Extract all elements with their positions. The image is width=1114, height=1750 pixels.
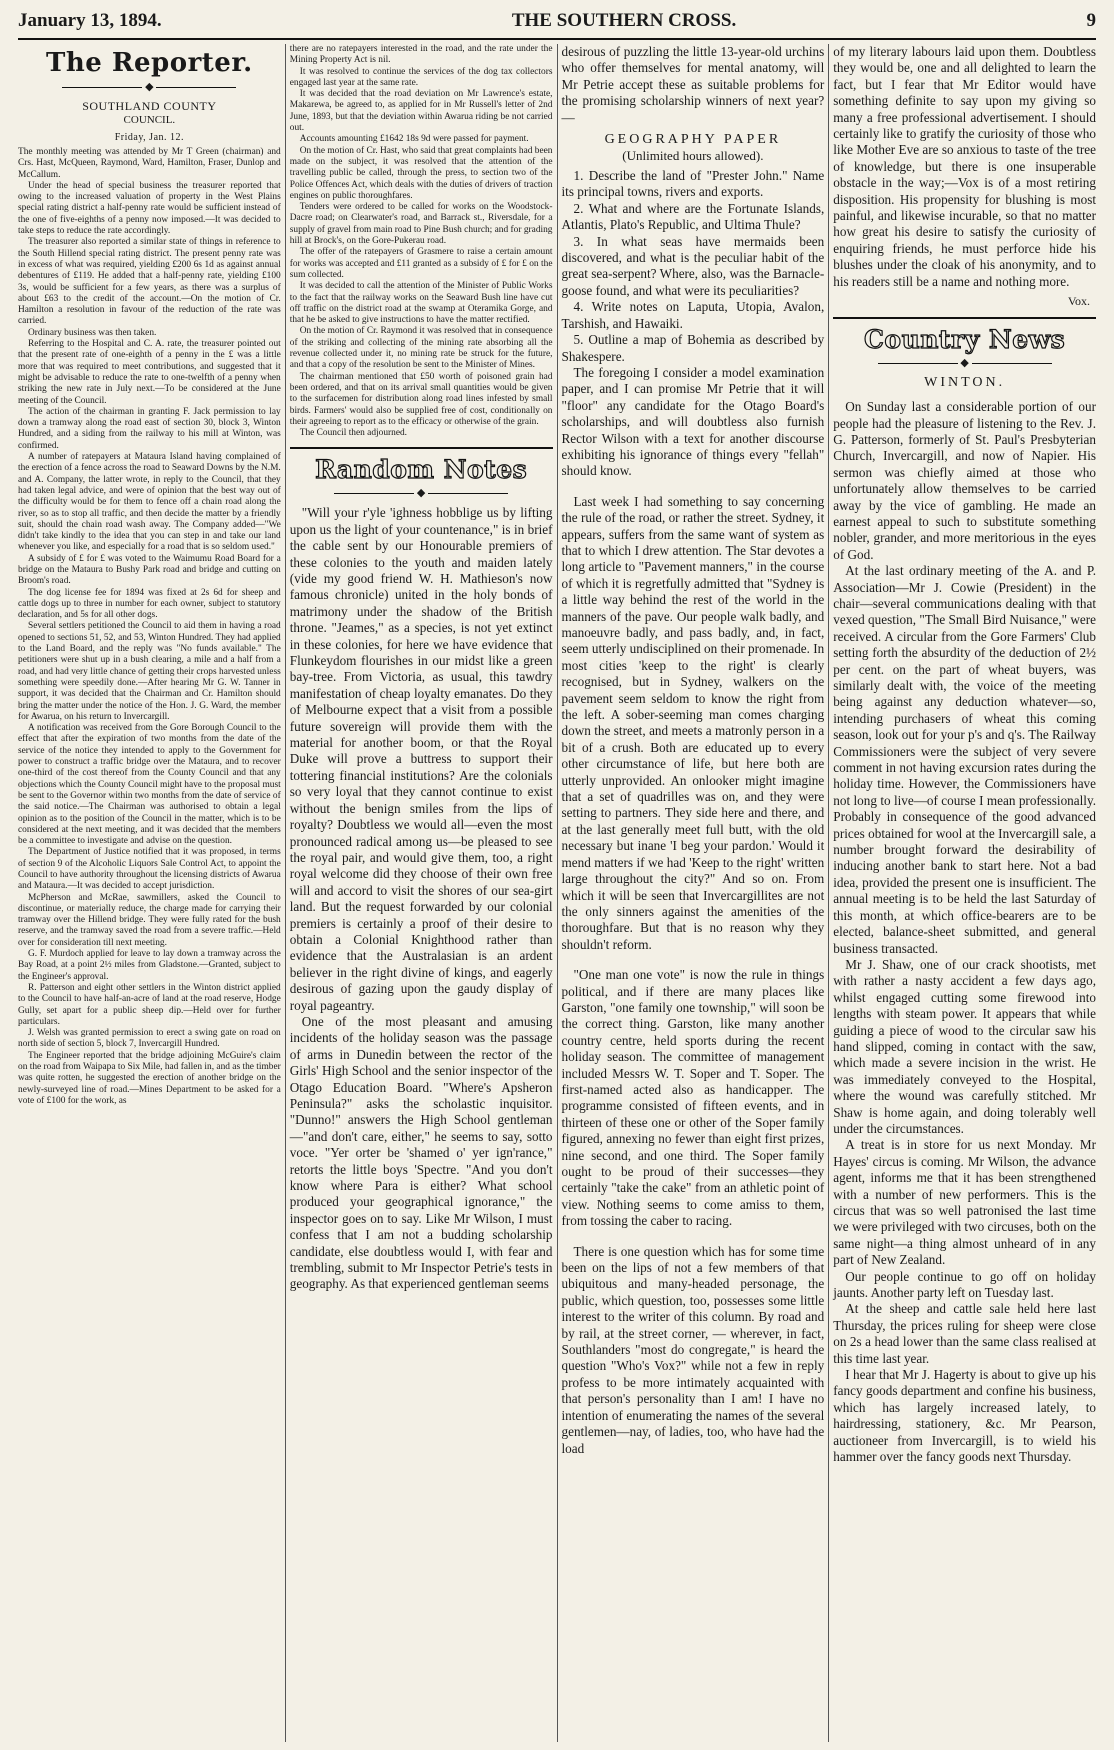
winton-news <box>833 399 1096 1465</box>
random-notes-heading: Random Notes <box>315 455 528 485</box>
geography-paper-subtitle: (Unlimited hours allowed). <box>622 148 764 164</box>
report-paragraph: The monthly meeting was attended by Mr T Green (chairman) and Crs. Hast, McQueen, Raymond, Ward, Hamilton, Fraser, Dunlop and McCallum. <box>18 147 281 180</box>
report-paragraph: It was decided that the road deviation on Mr Lawrence's estate, Makarewa, be agreed to, as applied for in Mr Russell's letter of 2nd June, 1893, but that the deviation within Awarua riding be not carried out. <box>289 89 553 134</box>
council-report-part-1 <box>18 147 281 1107</box>
report-paragraph: McPherson and McRae, sawmillers, asked the Council to discontinue, or materially reduce, the charge made for carrying their tramway over the Hillend bridge. They were fully rated for the bush reserve, and the tramway saved the road from a severe traffic.—Held over for consideration till next meeting. <box>18 892 281 948</box>
report-paragraph: Referring to the Hospital and C. A. rate, the treasurer pointed out that the present rate of one-eighth of a penny in the £ was a little more that was required to meet contributions, and suggested that it might be advisable to reduce the rate to one-twelfth of a penny when striking the new rate in July next.—To be considered at the June meeting of the Council. <box>18 339 281 406</box>
masthead-rule <box>18 38 1096 40</box>
report-paragraph: Under the head of special business the treasurer reported that owing to the increased valuation of property in the West Plains special rating district a half-penny rate would be sufficient instead of the one of five-eighths of a penny now imposed.—It was decided to take steps to reduce the rate accordingly. <box>18 180 281 237</box>
masthead <box>18 6 1096 36</box>
column-4 <box>829 44 1100 1742</box>
meeting-dateline: Friday, Jan. 12. <box>114 132 185 143</box>
news-paragraph: At the sheep and cattle sale held here last Thursday, the prices ruling for sheep were close on 2s a head lower than the same class realised at this time last year. <box>833 1301 1096 1366</box>
column-2 <box>286 44 558 1742</box>
report-paragraph: J. Welsh was granted permission to erect a swing gate on road on north side of section 5, block 7, Invercargill Hundred. <box>18 1028 281 1050</box>
ornament-divider: ◆ <box>833 356 1096 369</box>
exam-question: 2. What and where are the Fortunate Islands, Atlantis, Plato's Republic, and Ultima Thule? <box>561 200 825 233</box>
report-paragraph: A number of ratepayers at Mataura Island having complained of the erection of a fence across the road to Seaward Downs by the N.M. and A. Company, the latter wrote, in reply to the Council, that they had taken legal advice, and were of opinion that the best way out of the difficulty would be for them to fence off a chain road along the river, so as to stop all traffic, and then decide the matter by a friendly suit, should the chain road wash away. The Company added—"We didn't take kindly to the idea that you can step in and take our land whenever you like, and especially for a road that is so seldom used." <box>18 452 281 553</box>
ornament-divider: ◆ <box>18 80 281 93</box>
page-number: 9 <box>1086 10 1096 31</box>
report-paragraph: there are no ratepayers interested in the road, and the rate under the Mining Property Act is nil. <box>289 44 553 66</box>
notes-paragraph: There is one question which has for some time been on the lips of not a few members of that ubiquitous and many-headed personage, the public, which question, too, possesses some little interest to the writer of this column. By road and by rail, at the street corner, — wherever, in fact, Southlanders "most do congregate," is heard the question "Who's Vox?" while not a few in reply profess to be more intimately acquainted with that person's personality than I am! I have no intention of enumerating the names of the several gentlemen—nay, of ladies, too, who have had the load <box>561 1243 825 1456</box>
report-paragraph: A notification was received from the Gore Borough Council to the effect that after the expiration of two months from the date of the service of the notice they intended to apply to the Government for power to construct a traffic bridge over the Mataura, and to recover one-third of the cost thereof from the County Council and that any objections which the County Council might have to the proposal must be sent to the Governor within two months from the date of service of the said notice.—The Chairman was authorised to obtain a legal opinion as to the position of the Council in the matter, which is to be considered at the next meeting, and it was decided that the members be a committee to investigate and advise on the question. <box>18 723 281 847</box>
report-paragraph: Ordinary business was then taken. <box>28 327 157 338</box>
report-paragraph: On the motion of Cr. Raymond it was resolved that in consequence of the striking and collecting of the mining rate absorbing all the revenue collected under it, no mining rate be struck for the future, and that a copy of the resolution be sent to the Minister of Mines. <box>289 326 553 371</box>
notes-paragraph: of my literary labours laid upon them. Doubtless they would be, one and all delighted to learn the fact, but I fear that Mr Editor would have something definite to say upon my giving so many a free professional advertisement. I should certainly like to gratify the curiosity of those who like Mother Eve are so anxious to taste of the tree of knowledge, but there is one insuperable obstacle in the way;—Vox is of a most retiring disposition. His propensity for blushing is most painful, and likewise incurable, so that no matter how great his desire to satisfy the curiosity of enquiring friends, he must perforce hide his blushes under the cloak of his anonymity, and to his readers still be a name and nothing more. <box>833 44 1096 289</box>
news-paragraph: At the last ordinary meeting of the A. and P. Association—Mr J. Cowie (President) in the chair—several communications dealing with that vexed question, "The Small Bird Nuisance," were received. A circular from the Gore Farmers' Club setting forth the absurdity of the deduction of 2½ per cent. on the part of wheat buyers, was similarly dealt with, the voice of the meeting being against any deduction whatever—so, intending purchasers of wheat this coming season, look out for your p's and q's. The Railway Commissioners were the subject of very severe comment in not having excursion rates during the holiday time. However, the Commissioners have not long to live—of course I mean professionally. Probably in consequence of the good advanced prices obtained for wool at the Invercargill sale, a number brought forward the desirability of inducing another bank to start here. Not a bad idea, provided the present one is insufficient. The annual meeting is to be held the last Saturday of this month, at which office-bearers are to be elected, balance-sheet submitted, and general business transacted. <box>833 563 1096 956</box>
notes-paragraph: "Will your r'yle 'ighness hobblige us by lifting upon us the light of your countenance," is in brief the cable sent by our Honourable premiers of these colonies to the youth and maiden lately (vide my good friend W. H. Mathieson's now famous chronicle) united in the holy bonds of matrimony under the shadow of the British throne. "Jeames," as a species, is not yet extinct in these colonies, for here we have evidence that Flunkeydom flourishes in our midst like a green bay-tree. From Victoria, as usual, this tawdry manifestation of cheap loyalty emanates. Do they of Melbourne expect that a visit from a possible future sovereign will provide them with the material for another boom, or that the Royal Duke will prove a buttress to support their tottering financial institutions? Are the colonials so very loyal that they cannot continue to exist without the benign smiles from the lips of royalty? Doubtless we would all—even the most pronounced radical among us—be pleased to see the royal pair, and would give them, too, a right royal welcome did they choose of their own free will and accord to visit the shores of our sea-girt land. But the request forwarded by our colonial premiers is certainly a proof of their desire to obtain a Colonial Knighthood rather than evidence that the Australasian is an ardent believer in the right divine of kings, and eagerly desirous of gazing upon the gaudy display of royal pageantry. <box>289 505 553 1013</box>
section-rule <box>833 317 1096 319</box>
author-signature: Vox. <box>1067 294 1090 309</box>
report-paragraph: The Department of Justice notified that it was proposed, in terms of section 9 of the Alcoholic Liquors Sale Control Act, to appoint the Council to have authority throughout the licensing districts of Awarua and Mataura.—It was decided to accept jurisdiction. <box>18 847 281 892</box>
geography-paper-title: GEOGRAPHY PAPER <box>604 132 782 148</box>
report-paragraph: The offer of the ratepayers of Grasmere to raise a certain amount for works was accepted and £11 granted as a subsidy of £ for £ on the sum collected. <box>289 247 553 280</box>
issue-date: January 13, 1894. <box>18 10 162 31</box>
news-paragraph: I hear that Mr J. Hagerty is about to give up his fancy goods department and confine his business, which has largely increased lately, to hairdressing, stationery, &c. Mr Pearson, auctioneer from Invercargill, is to wield his hammer over the fancy goods next Thursday. <box>833 1367 1096 1465</box>
column-1 <box>14 44 286 1742</box>
garston-sports-note <box>562 967 825 1230</box>
geography-commentary <box>562 365 825 480</box>
winton-heading: WINTON. <box>924 375 1006 391</box>
report-paragraph: The action of the chairman in granting F. Jack permission to lay down a tramway along the road east of section 30, block 3, Winton Hundred, and a siding from the railway to his mill at Winton, was confirmed. <box>18 406 281 451</box>
report-paragraph: The Engineer reported that the bridge adjoining McGuire's claim on the road from Waipapa to Six Mile, had fallen in, and as the timber was quite rotten, he suggested the erection of another bridge on the newly-surveyed line of road.—Mines Department to be asked for a vote of £100 for the work, as <box>18 1050 281 1106</box>
report-paragraph: It was resolved to continue the services of the dog tax collectors engaged last year at the same rate. <box>289 66 553 88</box>
whos-vox-note <box>562 1244 825 1457</box>
page-columns <box>14 44 1100 1742</box>
news-paragraph: Our people continue to go off on holiday jaunts. Another party left on Tuesday last. <box>833 1268 1096 1301</box>
report-paragraph: A subsidy of £ for £ was voted to the Waimumu Road Board for a bridge on the Mataura to Bushy Park road and bridge and cutting on Broom's road. <box>18 553 281 587</box>
section-rule <box>290 447 553 449</box>
council-subheading: COUNCIL. <box>123 114 176 126</box>
whos-vox-continued <box>833 44 1096 290</box>
council-heading: SOUTHLAND COUNTY <box>82 99 217 113</box>
report-paragraph: Accounts amounting £1642 18s 9d were passed for payment. <box>299 134 529 145</box>
news-paragraph: Mr J. Shaw, one of our crack shootists, met with rather a nasty accident a few days ago, whilst engaged cutting some firewood into lengths with steam power. It appears that while guiding a piece of wood to the circular saw his hand slipped, coming in contact with the saw, which made a severe incision in the wrist. He was immediately conveyed to the Hospital, where the wound was carefully stitched. Mr Shaw is home again, and doing tolerably well under the circumstances. <box>833 956 1096 1136</box>
newspaper-title: THE SOUTHERN CROSS. <box>511 10 737 31</box>
column-3 <box>558 44 830 1742</box>
pavement-manners-note <box>562 494 825 953</box>
report-paragraph: G. F. Murdoch applied for leave to lay down a tramway across the Bay Road, at a point 2½ miles from Gladstone.—Granted, subject to the Engineer's approval. <box>18 949 281 982</box>
council-report-part-2 <box>290 44 553 439</box>
geography-questions <box>562 168 825 365</box>
notes-paragraph: "One man one vote" is now the rule in things political, and if there are many places like Garston, "one family one township," will soon be the correct thing. Garston, like many another country centre, held sports during the recent holiday season. The committee of management included Messrs W. T. Soper and T. Soper. The first-named acted also as handicapper. The programme consisted of fifteen events, and in thirteen of these one or other of the Soper family figured, annexing no fewer than eight first prizes, nine second, and one third. The Soper family ought to be proud of their successes—they certainly "take the cake" from an athletic point of view. Nothing seems to come amiss to them, from tossing the caber to racing. <box>561 967 825 1229</box>
random-notes-part-1 <box>290 505 553 1293</box>
report-paragraph: On the motion of Cr. Hast, who said that great complaints had been made on the subject, it was resolved that the attention of the travelling public be called, through the press, to section two of the Police Offences Act, which deals with the duties of drivers of traction engines on public thoroughfares. <box>289 145 553 201</box>
news-paragraph: A treat is in store for us next Monday. Mr Hayes' circus is coming. Mr Wilson, the advance agent, informs me that it has been strengthened with a number of new performers. This is the circus that was so well patronised the last time we were privileged with two circuses, both on the same night—a thing almost unheard of in any part of New Zealand. <box>833 1137 1096 1268</box>
report-paragraph: The Council then adjourned. <box>299 428 408 439</box>
notes-paragraph: Last week I had something to say concerning the rule of the road, or rather the street. Sydney, it appears, suffers from the same want of system as that to which I drew attention. The Star devotes a long article to "Pavement manners," in the course of which it is regretfully admitted that "Sydney is a little way behind the rest of the world in the manners of the pave. Our people walk badly, and manoeuvre badly, and pass badly, and, in fact, seem utterly undisciplined on their promenade. In most cities 'keep to the right' is clearly recognised, but in Sydney, walkers on the pavement seem seldom to know the right from the left. A sober-seeming man comes charging down the street, and meets a matronly person in a bit of a crush. Both are educated up to every other circumstance of life, but here both are utterly unprovided. An onlooker might imagine that a set of quadrilles was on, and they were setting to partners. They side here and there, and at the last generally meet full butt, with the old necessary but inane 'I beg your pardon.' Would it mend matters if we had 'Keep to the right' written large throughout the city?" And so on. From which it will be seen that Invercargillites are not the only sinners against the amenities of the thoroughfare. But that is no reason why they shouldn't reform. <box>561 493 825 952</box>
report-paragraph: The chairman mentioned that £50 worth of poisoned grain had been ordered, and that on its arrival small quantities would be given to the surfacemen for distribution along road lines infested by small birds. Farmers' would also be supplied free of cost, conditionally on their agreeing to report as to the efficacy or otherwise of the grain. <box>289 371 553 427</box>
report-paragraph: Tenders were ordered to be called for works on the Woodstock-Dacre road; on Clearwater's road, and Barrack st., Riversdale, for a supply of gravel from main road to Pine Bush church; and for grading hill at Brock's, on the Gore-Pukerau road. <box>289 202 553 247</box>
report-paragraph: It was decided to call the attention of the Minister of Public Works to the fact that the railway works on the Seaward Bush line have cut off traffic on the district road at the swamp at Oteramika Gorge, and that he be asked to give instructions to have the matter rectified. <box>289 281 553 326</box>
exam-question: 3. In what seas have mermaids been discovered, and what is the peculiar habit of the great sea-serpent? Where, also, was the Barnacle-goose found, and what were its peculiarities? <box>561 233 825 298</box>
exam-question: 1. Describe the land of "Prester John." Name its principal towns, rivers and exports. <box>561 168 825 200</box>
report-paragraph: The treasurer also reported a similar state of things in reference to the South Hillend special rating district. The present penny rate was in excess of what was required, yielding £200 6s 1d as against annual debentures of £119. He added that a half-penny rate, yielding £100 3s, would be sufficient for a few years, as there was a surplus of about £63 to the credit of the account.—On the motion of Cr. Hamilton a resolution in favour of the reduction of the rate was carried. <box>18 237 281 327</box>
report-paragraph: R. Patterson and eight other settlers in the Winton district applied to the Council to have half-an-acre of land at the road reserve, Hodge Gully, set apart for a public sheep dip.—Held over for further particulars. <box>18 982 281 1027</box>
notes-paragraph: One of the most pleasant and amusing incidents of the holiday season was the passage of arms in Dunedin between the rector of the Girls' High School and the senior inspector of the Otago Education Board. "Where's Apsheron Peninsula?" asks the scholastic inquisitor. "Dunno!" answers the High School gentleman—"and don't care, either," he seems to say, sotto voce. "Yer orter be 'shamed o' yer ign'rance," retorts the little boys 'Spectre. "And you don't know where Para is either? What school produced your geographical ignorance," the inspector goes on to say. Like Mr Wilson, I must confess that I am not a budding scholarship candidate, else doubtless would I, with fear and trembling, submit to Mr Inspector Petrie's tests in geography. As that experienced gentleman seems <box>289 1013 553 1292</box>
reporter-heading: The Reporter. <box>46 48 253 78</box>
report-paragraph: Several settlers petitioned the Council to aid them in having a road opened to sections 51, 52, and 53, Winton Hundred. They had applied to the Land Board, and the reply was "No funds available." The petitioners were shut up in a bush clearing, a mile and a half from a road, and had very little chance of getting their crops harvested unless something were speedily done.—After hearing Mr G. W. Tanner in support, it was decided that the Chairman and Cr. Hamilton should bring the matter under the notice of the Hon. J. G. Ward, the member for Awarua, on his return to Invercargill. <box>18 621 281 722</box>
news-paragraph: On Sunday last a considerable portion of our people had the pleasure of listening to the Rev. J. G. Patterson, formerly of St. Paul's Presbyterian Church, Invercargill, and now of Napier. His sermon was chiefly aimed at those who unfortunately allow themselves to be carried away by the vice of gambling. He made an earnest appeal to such to substitute something nobler, grander, and more meritorious in the eyes of God. <box>833 399 1096 562</box>
geography-intro: desirous of puzzling the little 13-year-old urchins who offer themselves for mental anatomy, will Mr Petrie accept these as suitable problems for the promising scholarship winners of next year?— <box>561 44 825 125</box>
exam-question: 5. Outline a map of Bohemia as described by Shakespere. <box>561 332 825 364</box>
country-news-heading: Country News <box>864 325 1066 355</box>
ornament-divider: ◆ <box>290 486 553 499</box>
notes-paragraph: The foregoing I consider a model examination paper, and I can promise Mr Petrie that it will "floor" any candidate for the Otago Board's scholarships, and will doubtless also furnish Rector Wilson with a text for another discourse exhibiting his ignorance of things every "fellah" should know. <box>561 364 825 479</box>
report-paragraph: The dog license fee for 1894 was fixed at 2s 6d for sheep and cattle dogs up to three in number for each owner, subject to statutory declaration, and 5s for all other dogs. <box>18 587 281 621</box>
exam-question: 4. Write notes on Laputa, Utopia, Avalon, Tarshish, and Hawaiki. <box>561 299 825 331</box>
